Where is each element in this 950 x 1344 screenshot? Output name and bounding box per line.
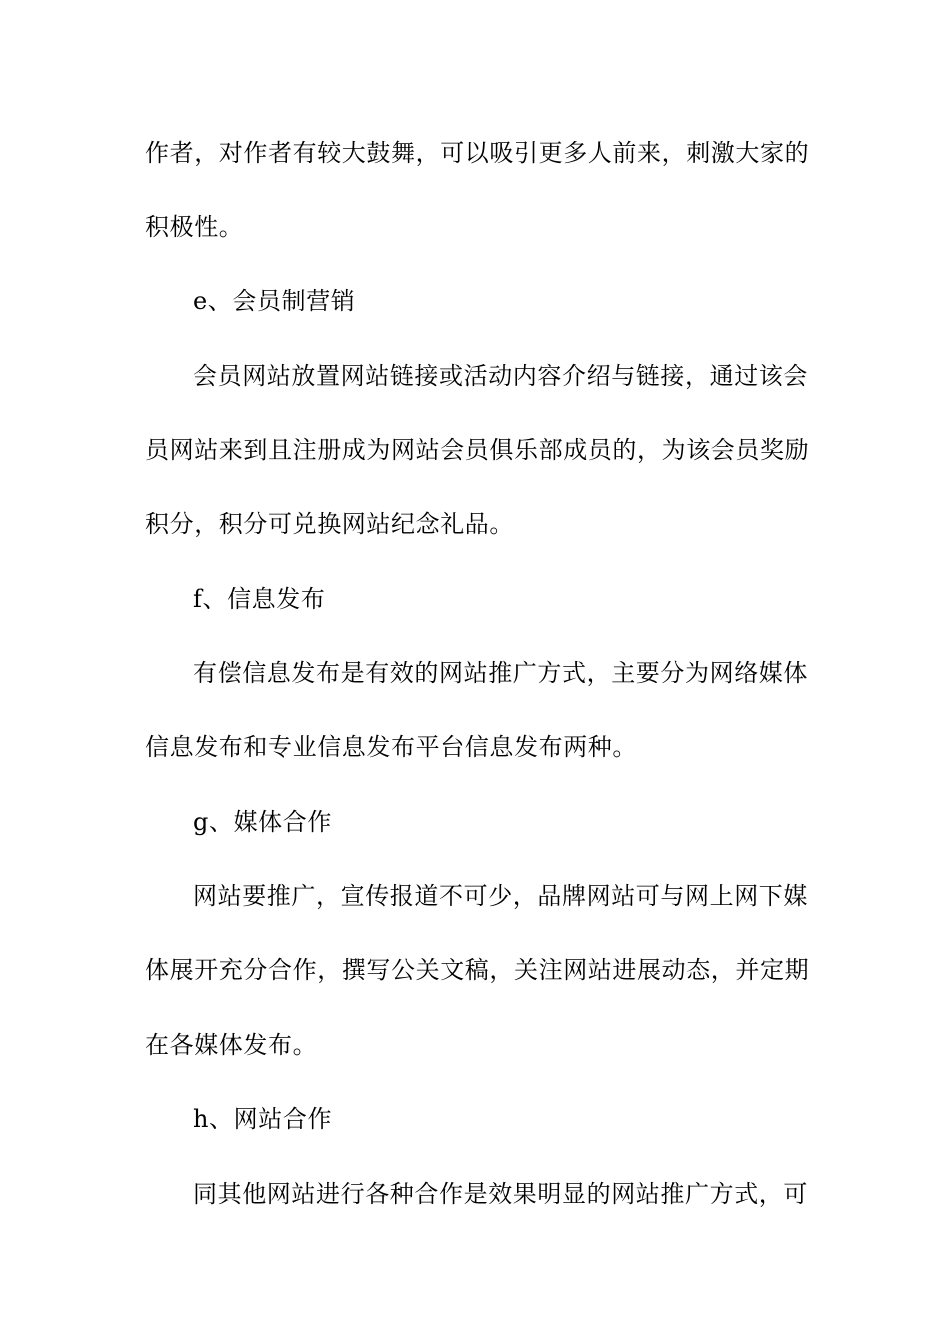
- paragraph-line: 网站要推广，宣传报道不可少，品牌网站可与网上网下媒: [193, 882, 808, 910]
- section-heading-h: h、网站合作: [193, 1105, 333, 1133]
- paragraph-line: 积极性。: [145, 213, 244, 241]
- section-heading-f: f、信息发布: [193, 585, 326, 613]
- paragraph-line: 体展开充分合作，撰写公关文稿，关注网站进展动态，并定期: [145, 956, 810, 984]
- paragraph-line: 在各媒体发布。: [145, 1031, 318, 1059]
- paragraph-line: 员网站来到且注册成为网站会员俱乐部成员的，为该会员奖励: [145, 436, 810, 464]
- paragraph-line: 同其他网站进行各种合作是效果明显的网站推广方式，可: [193, 1180, 808, 1208]
- section-heading-e: e、会员制营销: [193, 287, 356, 315]
- section-heading-g: g、媒体合作: [193, 808, 332, 836]
- paragraph-line: 信息发布和专业信息发布平台信息发布两种。: [145, 733, 637, 761]
- paragraph-line: 有偿信息发布是有效的网站推广方式，主要分为网络媒体: [193, 659, 808, 687]
- paragraph-line: 会员网站放置网站链接或活动内容介绍与链接，通过该会: [193, 362, 808, 390]
- paragraph-line: 作者，对作者有较大鼓舞，可以吸引更多人前来，刺激大家的: [145, 139, 810, 167]
- paragraph-line: 积分，积分可兑换网站纪念礼品。: [145, 510, 514, 538]
